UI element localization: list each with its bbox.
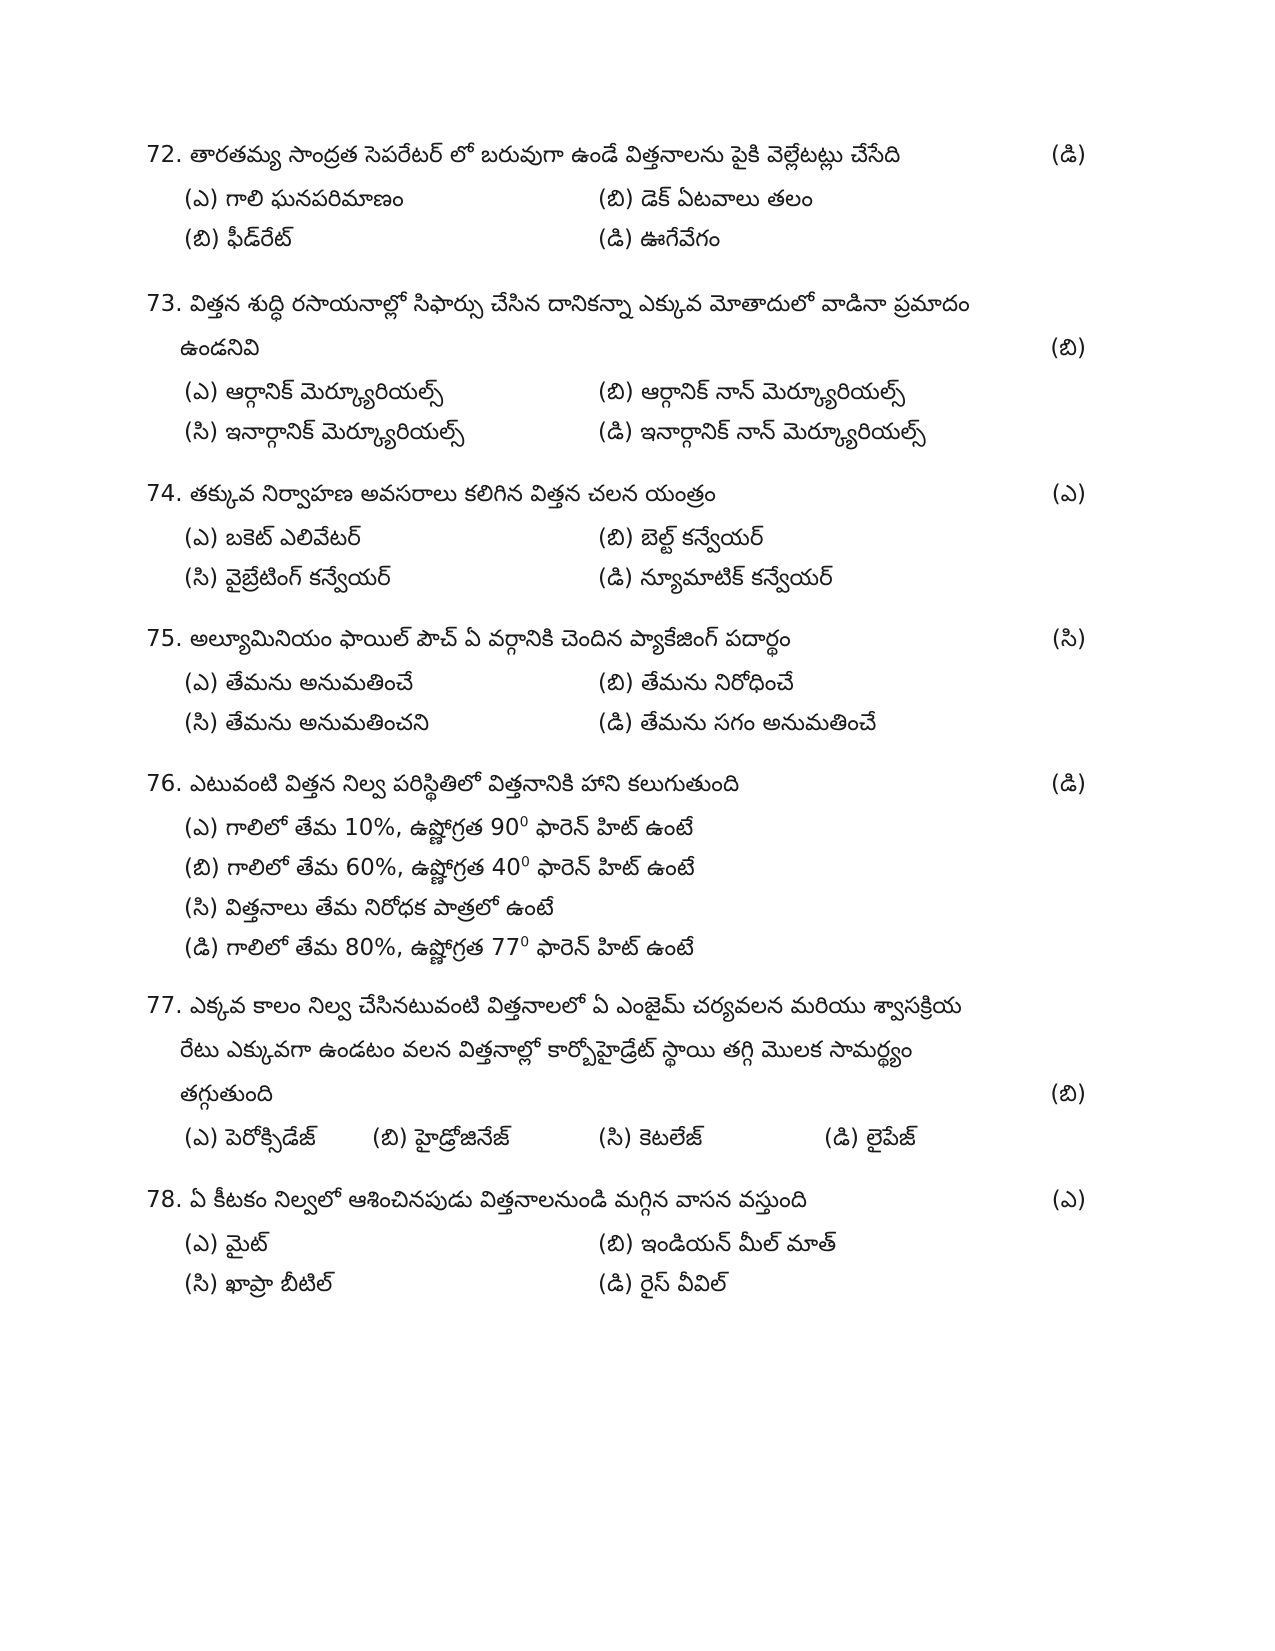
question-72 <box>146 133 1086 259</box>
option: (సి) వైబ్రేటింగ్ కన్వేయర్ <box>184 565 391 591</box>
question-text: 74. తక్కువ నిర్వాహణ అవసరాలు కలిగిన విత్తన చలన యంత్రం <box>146 481 716 507</box>
question-76 <box>146 762 1086 968</box>
option: (ఎ) తేమను అనుమతించే <box>184 670 414 696</box>
answer-key: (బి) <box>1050 335 1086 361</box>
option: (ఎ) ఆర్గానిక్ మెర్క్యూరియల్స్ <box>184 379 444 405</box>
question-text: 73. విత్తన శుద్ధి రసాయనాల్లో సిఫార్సు చేసిన దానికన్నా ఎక్కువ మోతాదులో వాడినా ప్రమాదం <box>146 291 970 317</box>
option: (బి) బెల్ట్ కన్వేయర్ <box>598 525 764 551</box>
question-73 <box>146 282 1086 452</box>
options <box>184 663 1086 743</box>
option: (సి) కెటలేజ్ <box>598 1125 703 1151</box>
option: (బి) ఆర్గానిక్ నాన్ మెర్క్యూరియల్స్ <box>598 379 906 405</box>
question-74 <box>146 472 1086 598</box>
question-text: 72. తారతమ్య సాంద్రత సెపరేటర్ లో బరువుగా ఉండే విత్తనాలను పైకి వెల్లేటట్లు చేసేది <box>146 142 901 168</box>
answer-key: (డి) <box>1051 142 1086 168</box>
option: (బి) డెక్ ఏటవాలు తలం <box>598 186 813 212</box>
question-78 <box>146 1178 1086 1304</box>
options <box>184 1118 1086 1158</box>
question-text-continued: రేటు ఎక్కువగా ఉండటం వలన విత్తనాల్లో కార్బోహైడ్రేట్ స్థాయి తగ్గి మొలక సామర్థ్యం <box>180 1037 913 1063</box>
option: (ఎ) గాలి ఘనపరిమాణం <box>184 186 404 212</box>
answer-key: (ఎ) <box>1051 1187 1086 1213</box>
option: (డి) రైస్ వీవిల్ <box>598 1271 727 1297</box>
answer-key: (డి) <box>1051 771 1086 797</box>
question-77 <box>146 984 1086 1158</box>
option: (సి) ఇనార్గానిక్ మెర్క్యూరియల్స్ <box>184 419 465 445</box>
options <box>184 808 1086 968</box>
options <box>184 518 1086 598</box>
options <box>184 179 1086 259</box>
option: (సి) విత్తనాలు తేమ నిరోధక పాత్రలో ఉంటే <box>184 895 554 921</box>
option: (బి) ఫీడ్‌రేట్ <box>184 226 292 252</box>
option: (బి) తేమను నిరోధించే <box>598 670 794 696</box>
options <box>184 372 1086 452</box>
option: (ఎ) పెరోక్సిడేజ్ <box>184 1125 316 1151</box>
answer-key: (ఎ) <box>1051 481 1086 507</box>
question-text-continued: ఉండనివి <box>180 335 260 361</box>
question-text: 77. ఎక్కవ కాలం నిల్వ చేసినటువంటి విత్తనాలలో ఏ ఎంజైమ్ చర్యవలన మరియు శ్వాసక్రియ <box>146 993 962 1019</box>
option: (డి) లైపేజ్ <box>824 1125 916 1151</box>
option: (డి) ఊగేవేగం <box>598 226 721 252</box>
option: (డి) గాలిలో తేమ 80%, ఉష్ణోగ్రత $77^0$ ఫారెన్ హిట్ ఉంటే <box>184 934 694 961</box>
question-text: 76. ఎటువంటి విత్తన నిల్వ పరిస్థితిలో విత్తనానికి హాని కలుగుతుంది <box>146 771 740 797</box>
option: (సి) తేమను అనుమతించని <box>184 710 430 736</box>
question-text: 78. ఏ కీటకం నిల్వలో ఆశించినపుడు విత్తనాలనుండి మగ్గిన వాసన వస్తుంది <box>146 1187 808 1213</box>
answer-key: (బి) <box>1050 1081 1086 1107</box>
question-text: 75. అల్యూమినియం ఫాయిల్ పౌచ్ ఏ వర్గానికి చెందిన ప్యాకేజింగ్ పదార్థం <box>146 626 791 652</box>
options <box>184 1224 1086 1304</box>
question-text-continued: తగ్గుతుంది <box>180 1081 274 1107</box>
option: (బి) ఇండియన్ మీల్ మాత్ <box>598 1231 837 1257</box>
option: (ఎ) బకెట్ ఎలివేటర్ <box>184 525 361 551</box>
option: (డి) ఇనార్గానిక్ నాన్ మెర్క్యూరియల్స్ <box>598 419 926 445</box>
answer-key: (సి) <box>1051 626 1086 652</box>
option: (సి) ఖాప్రా బీటిల్ <box>184 1271 333 1297</box>
option: (డి) న్యూమాటిక్ కన్వేయర్ <box>598 565 833 591</box>
option: (బి) హైడ్రోజినేజ్ <box>372 1125 510 1151</box>
option: (డి) తేమను సగం అనుమతించే <box>598 710 877 736</box>
option: (ఎ) మైట్ <box>184 1231 268 1257</box>
question-75 <box>146 617 1086 743</box>
option: (ఎ) గాలిలో తేమ 10%, ఉష్ణోగ్రత $90^0$ ఫారెన్ హిట్ ఉంటే <box>184 814 694 841</box>
option: (బి) గాలిలో తేమ 60%, ఉష్ణోగ్రత $40^0$ ఫారెన్ హిట్ ఉంటే <box>184 854 695 881</box>
